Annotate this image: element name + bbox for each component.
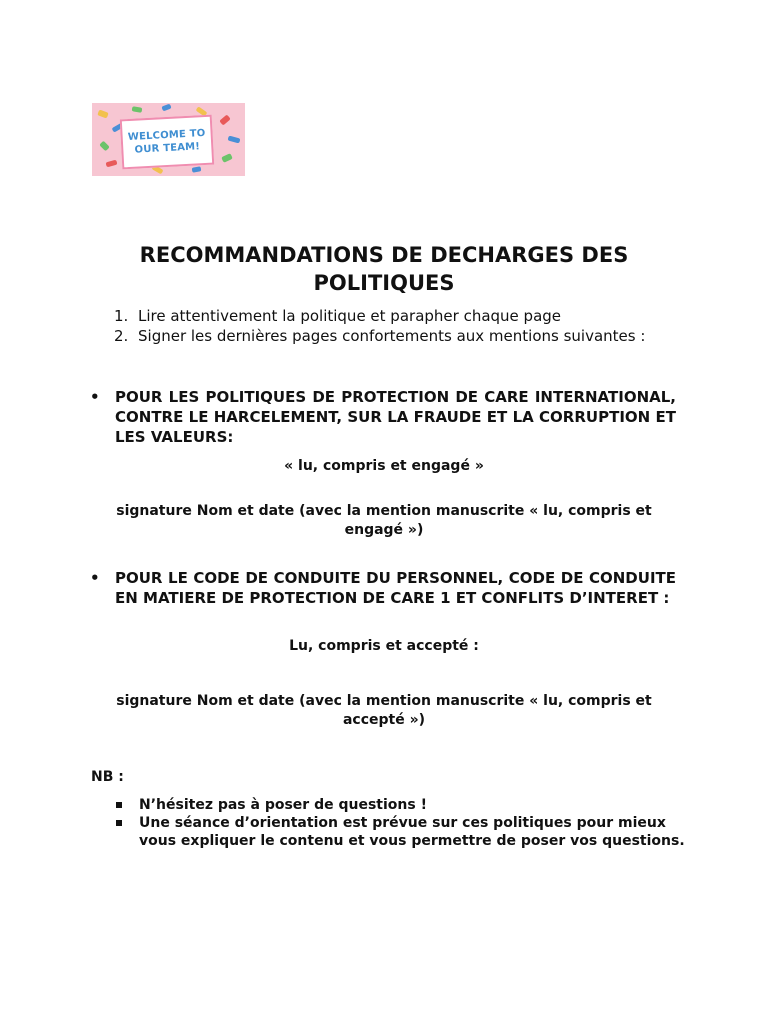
- nb-item-text: Une séance d’orientation est prévue sur ces politiques pour mieux vous expliquer le contenu et vous permettre de poser vos questions.: [139, 815, 685, 849]
- nb-item-text: N’hésitez pas à poser de questions !: [139, 797, 427, 813]
- mention-text: Lu, compris et accepté :: [289, 638, 479, 654]
- section-heading-code-of-conduct: POUR LE CODE DE CONDUITE DU PERSONNEL, CODE DE CONDUITE EN MATIERE DE PROTECTION DE CARE 1 ET CONFLITS D’INTERET :: [115, 569, 676, 607]
- welcome-card: [120, 115, 214, 170]
- square-bullet-icon: [116, 802, 122, 808]
- nb-item: [115, 814, 685, 850]
- step-text: Lire attentivement la politique et parapher chaque page: [138, 307, 562, 325]
- step-number: 1.: [114, 307, 129, 325]
- welcome-line-1: WELCOME TO: [127, 127, 206, 144]
- confetti-decoration: [221, 153, 233, 163]
- confetti-decoration: [97, 109, 108, 118]
- section-bullet: •: [90, 388, 100, 406]
- section-bullet: •: [90, 569, 100, 587]
- square-bullet-icon: [116, 820, 122, 826]
- confetti-decoration: [192, 166, 202, 172]
- signature-instruction: signature Nom et date (avec la mention manuscrite « lu, compris et accepté »): [116, 693, 652, 728]
- confetti-decoration: [161, 104, 171, 112]
- nb-item: [115, 796, 685, 814]
- step-text: Signer les dernières pages confortements aux mentions suivantes :: [138, 327, 646, 345]
- confetti-decoration: [106, 160, 118, 168]
- step-item: [114, 306, 674, 326]
- mention-text: « lu, compris et engagé »: [284, 458, 484, 474]
- welcome-line-2: OUR TEAM!: [134, 141, 201, 156]
- step-item: [114, 326, 674, 346]
- confetti-decoration: [132, 106, 143, 113]
- nb-label: NB :: [91, 769, 124, 785]
- confetti-decoration: [99, 141, 110, 152]
- signature-instruction: signature Nom et date (avec la mention manuscrite « lu, compris et engagé »): [116, 503, 652, 538]
- page-title: RECOMMANDATIONS DE DECHARGES DES POLITIQUES: [139, 243, 629, 295]
- confetti-decoration: [228, 136, 241, 144]
- confetti-decoration: [219, 114, 231, 125]
- section-heading-policies: POUR LES POLITIQUES DE PROTECTION DE CARE INTERNATIONAL, CONTRE LE HARCELEMENT, SUR LA FRAUDE ET LA CORRUPTION ET LES VALEURS:: [115, 388, 676, 446]
- instruction-steps: [114, 306, 674, 346]
- nb-list: [115, 796, 685, 850]
- step-number: 2.: [114, 327, 129, 345]
- welcome-banner-image: [92, 103, 245, 176]
